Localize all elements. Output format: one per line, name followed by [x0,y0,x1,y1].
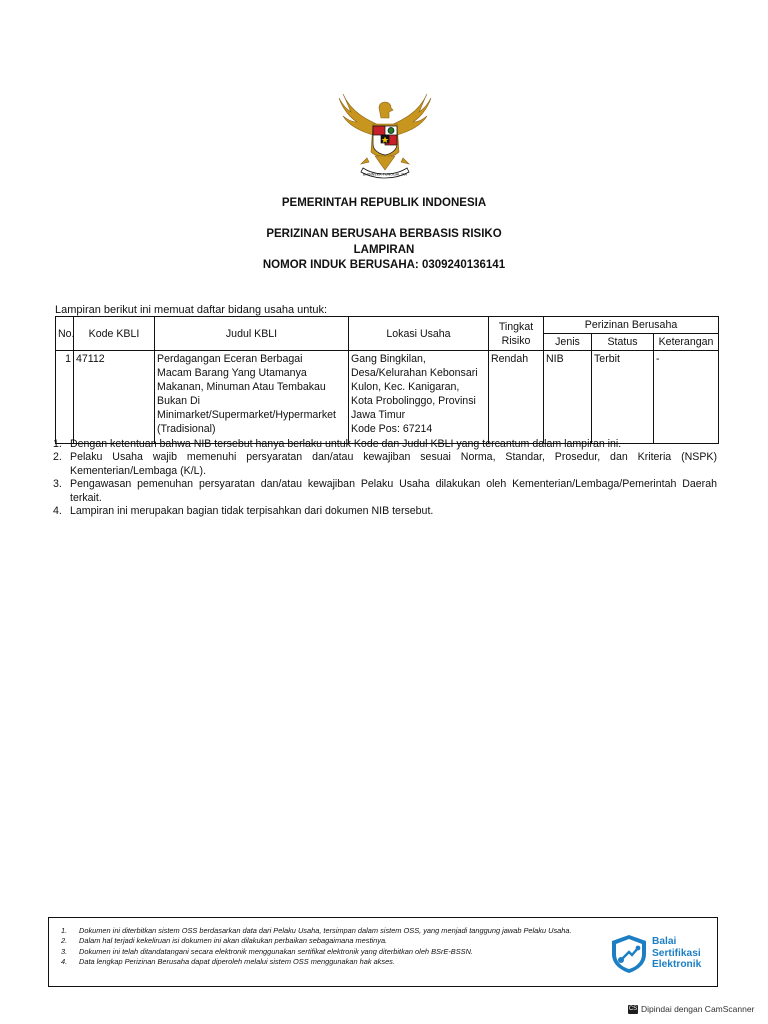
header-tingkat-line1: Tingkat [498,320,534,333]
kbli-table [55,316,719,444]
note-item [53,505,717,518]
judul-line: Perdagangan Eceran Berbagai [157,353,303,365]
note-text: Pengawasan pemenuhan persyaratan dan/atau kewajiban Pelaku Usaha dilakukan oleh Kementerian/Lembaga/Pemerintah Daerah terkait. [70,478,717,504]
camscanner-icon: CS [628,1006,638,1013]
header-judul-kbli: Judul KBLI [155,317,349,351]
footer-disclaimer-box [48,917,718,987]
bsre-line: Elektronik [652,959,702,970]
cell-kode-kbli: 47112 [74,351,155,444]
footer-item [59,957,605,967]
header-keterangan: Keterangan [654,334,719,351]
note-text: Pelaku Usaha wajib memenuhi persyaratan dan/atau kewajiban sesuai Norma, Standar, Prosedur, dan Kriteria (NSPK) Kementerian/Lembaga (K/L). [70,451,717,477]
notes-list [53,438,717,518]
footer-number: 3. [61,946,68,956]
footer-number: 4. [61,957,68,967]
note-text: Lampiran ini merupakan bagian tidak terpisahkan dari dokumen NIB tersebut. [70,505,434,518]
camscanner-label: Dipindai dengan CamScanner [641,1004,755,1014]
lokasi-line: Desa/Kelurahan Kebonsari [351,367,478,379]
cell-status: Terbit [592,351,654,444]
header-kode-kbli: Kode KBLI [74,317,155,351]
footer-number: 2. [61,936,68,946]
note-number: 1. [53,438,62,450]
footer-text: Dalam hal terjadi kekeliruan isi dokumen ini akan dilakukan perbaikan sebagaimana mestinya. [79,936,388,946]
government-title: PEMERINTAH REPUBLIK INDONESIA [281,197,487,209]
note-number: 4. [53,505,62,518]
footer-list [59,926,605,968]
footer-text: Dokumen ini telah ditandatangani secara elektronik menggunakan sertifikat elektronik yang diterbitkan oleh BSrE-BSSN. [79,946,473,956]
cell-tingkat-risiko: Rendah [489,351,544,444]
judul-line: Makanan, Minuman Atau Tembakau [157,381,326,393]
cell-lokasi-usaha [349,351,489,444]
header-lokasi-usaha: Lokasi Usaha [349,317,489,351]
footer-item [59,926,605,936]
bsre-line: Sertifikasi [652,947,701,959]
cell-no: 1 [56,351,74,444]
header-perizinan-berusaha: Perizinan Berusaha [544,317,719,334]
nib-number: NOMOR INDUK BERUSAHA: 0309240136141 [262,259,506,271]
bsre-text [652,936,701,971]
note-text: Dengan ketentuan bahwa NIB tersebut hanya berlaku untuk Kode dan Judul KBLI yang tercantum dalam lampiran ini. [70,438,622,450]
document-title: PERIZINAN BERUSAHA BERBASIS RISIKO [266,228,502,240]
camscanner-watermark [628,1004,754,1014]
garuda-emblem-icon [337,86,433,182]
header-jenis: Jenis [544,334,592,351]
judul-line: (Tradisional) [157,423,216,435]
header-no: No. [56,317,74,351]
footer-item [59,947,605,957]
footer-text: Dokumen ini diterbitkan sistem OSS berdasarkan data dari Pelaku Usaha, tersimpan dalam sistem OSS, yang menjadi tanggung jawab Pelaku Usaha. [79,926,572,935]
lokasi-line: Kode Pos: 67214 [351,423,433,435]
lokasi-line: Kulon, Kec. Kanigaran, [351,381,460,393]
table-row [56,351,719,444]
footer-item [59,936,605,946]
note-item [53,438,717,451]
judul-line: Minimarket/Supermarket/Hypermarket [157,409,336,421]
cell-keterangan: - [654,351,719,444]
note-number: 2. [53,451,62,464]
judul-line: Bukan Di [157,395,200,407]
lokasi-line: Gang Bingkilan, [351,353,426,365]
header-status: Status [592,334,654,351]
cell-judul-kbli [155,351,349,444]
note-item [53,451,717,478]
cell-jenis: NIB [544,351,592,444]
bsre-shield-icon [610,934,648,974]
footer-number: 1. [61,926,68,935]
bsre-logo [610,934,710,976]
header-tingkat-line2: Risiko [501,334,531,347]
judul-line: Macam Barang Yang Utamanya [157,367,307,379]
bsre-line: Balai [652,936,677,947]
note-number: 3. [53,478,62,491]
lokasi-line: Kota Probolinggo, Provinsi [351,395,476,407]
footer-text: Data lengkap Perizinan Berusaha dapat diperoleh melalui sistem OSS menggunakan hak akses. [79,957,395,967]
note-item [53,478,717,505]
header-tingkat-risiko [489,317,544,351]
lokasi-line: Jawa Timur [351,409,406,421]
document-subtitle: LAMPIRAN [353,244,415,256]
intro-text: Lampiran berikut ini memuat daftar bidang usaha untuk: [55,304,328,316]
emblem-banner-text: BHINNEKA TUNGGAL IKA [362,172,408,177]
